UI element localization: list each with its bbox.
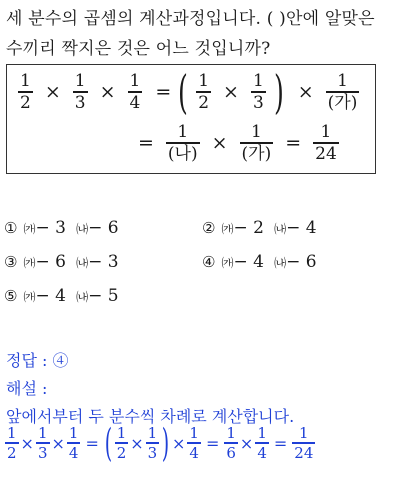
fraction-1-4-result: $\frac{1}{4}$ <box>257 424 267 462</box>
solution-equation <box>4 421 316 465</box>
times-sign: × <box>51 433 65 453</box>
fraction-1-3-grouped: $\frac{1}{3}$ <box>252 71 264 113</box>
fraction-1-3: $\frac{1}{3}$ <box>74 71 86 113</box>
fraction-1-2-grouped: $\frac{1}{2}$ <box>116 424 127 462</box>
left-paren: ( <box>104 421 112 465</box>
right-paren: ) <box>161 421 170 465</box>
explanation-text: 앞에서부터 두 분수씩 차례로 계산합니다. <box>6 407 295 426</box>
fraction-1-24: $\frac{1}{24}$ <box>294 424 314 462</box>
fraction-1-4: $\frac{1}{4}$ <box>68 424 79 462</box>
equals-sign: = <box>273 433 288 453</box>
question-line-1: 세 분수의 곱셈의 계산과정입니다. ( )안에 알맞은 <box>6 9 375 29</box>
fraction-1-4-grouped: $\frac{1}{4}$ <box>189 424 199 462</box>
fraction-1-4: $\frac{1}{4}$ <box>129 71 141 113</box>
times-sign: × <box>172 433 186 453</box>
equation-box <box>6 64 376 174</box>
times-sign: × <box>297 81 314 103</box>
times-sign: × <box>99 81 116 103</box>
choice-1[interactable]: ① ㈎− 3 ㈏− 6 <box>4 218 119 238</box>
equals-sign: = <box>138 131 154 154</box>
times-sign: × <box>239 433 254 453</box>
fraction-1-3-grouped: $\frac{1}{3}$ <box>147 424 158 462</box>
fraction-1-ga: $\frac{1}{\text{(가)}}$ <box>327 71 358 113</box>
equals-sign: = <box>285 131 302 154</box>
times-sign: × <box>20 433 34 453</box>
equals-sign: = <box>155 81 172 103</box>
fraction-1-2-grouped: $\frac{1}{2}$ <box>198 71 210 113</box>
times-sign: × <box>44 81 61 103</box>
fraction-1-24: $\frac{1}{24}$ <box>315 122 337 164</box>
times-sign: × <box>130 433 144 453</box>
fraction-1-ga-2: $\frac{1}{\text{(가)}}$ <box>241 122 272 164</box>
equals-sign: = <box>205 433 220 453</box>
fraction-1-2: $\frac{1}{2}$ <box>20 71 31 113</box>
choice-2[interactable]: ② ㈎− 2 ㈏− 4 <box>202 218 317 238</box>
answer-label: 정답 : ④ <box>6 351 69 370</box>
equation-row-1 <box>15 65 362 119</box>
choice-5[interactable]: ⑤ ㈎− 4 ㈏− 5 <box>4 286 119 306</box>
fraction-1-na: $\frac{1}{\text{(나)}}$ <box>167 122 198 164</box>
times-sign: × <box>211 131 228 154</box>
left-paren: ( <box>178 65 189 119</box>
explanation-label: 해설 : <box>6 379 48 398</box>
fraction-1-3: $\frac{1}{3}$ <box>37 424 48 462</box>
fraction-1-6: $\frac{1}{6}$ <box>226 424 236 462</box>
equation-row-2 <box>129 123 342 163</box>
equals-sign: = <box>85 433 99 453</box>
choice-4[interactable]: ④ ㈎− 4 ㈏− 6 <box>202 252 317 272</box>
choice-3[interactable]: ③ ㈎− 6 ㈏− 3 <box>4 252 119 272</box>
fraction-1-2: $\frac{1}{2}$ <box>7 424 17 462</box>
right-paren: ) <box>273 65 284 119</box>
question-line-2: 수끼리 짝지은 것은 어느 것입니까? <box>6 39 271 59</box>
times-sign: × <box>223 81 239 103</box>
